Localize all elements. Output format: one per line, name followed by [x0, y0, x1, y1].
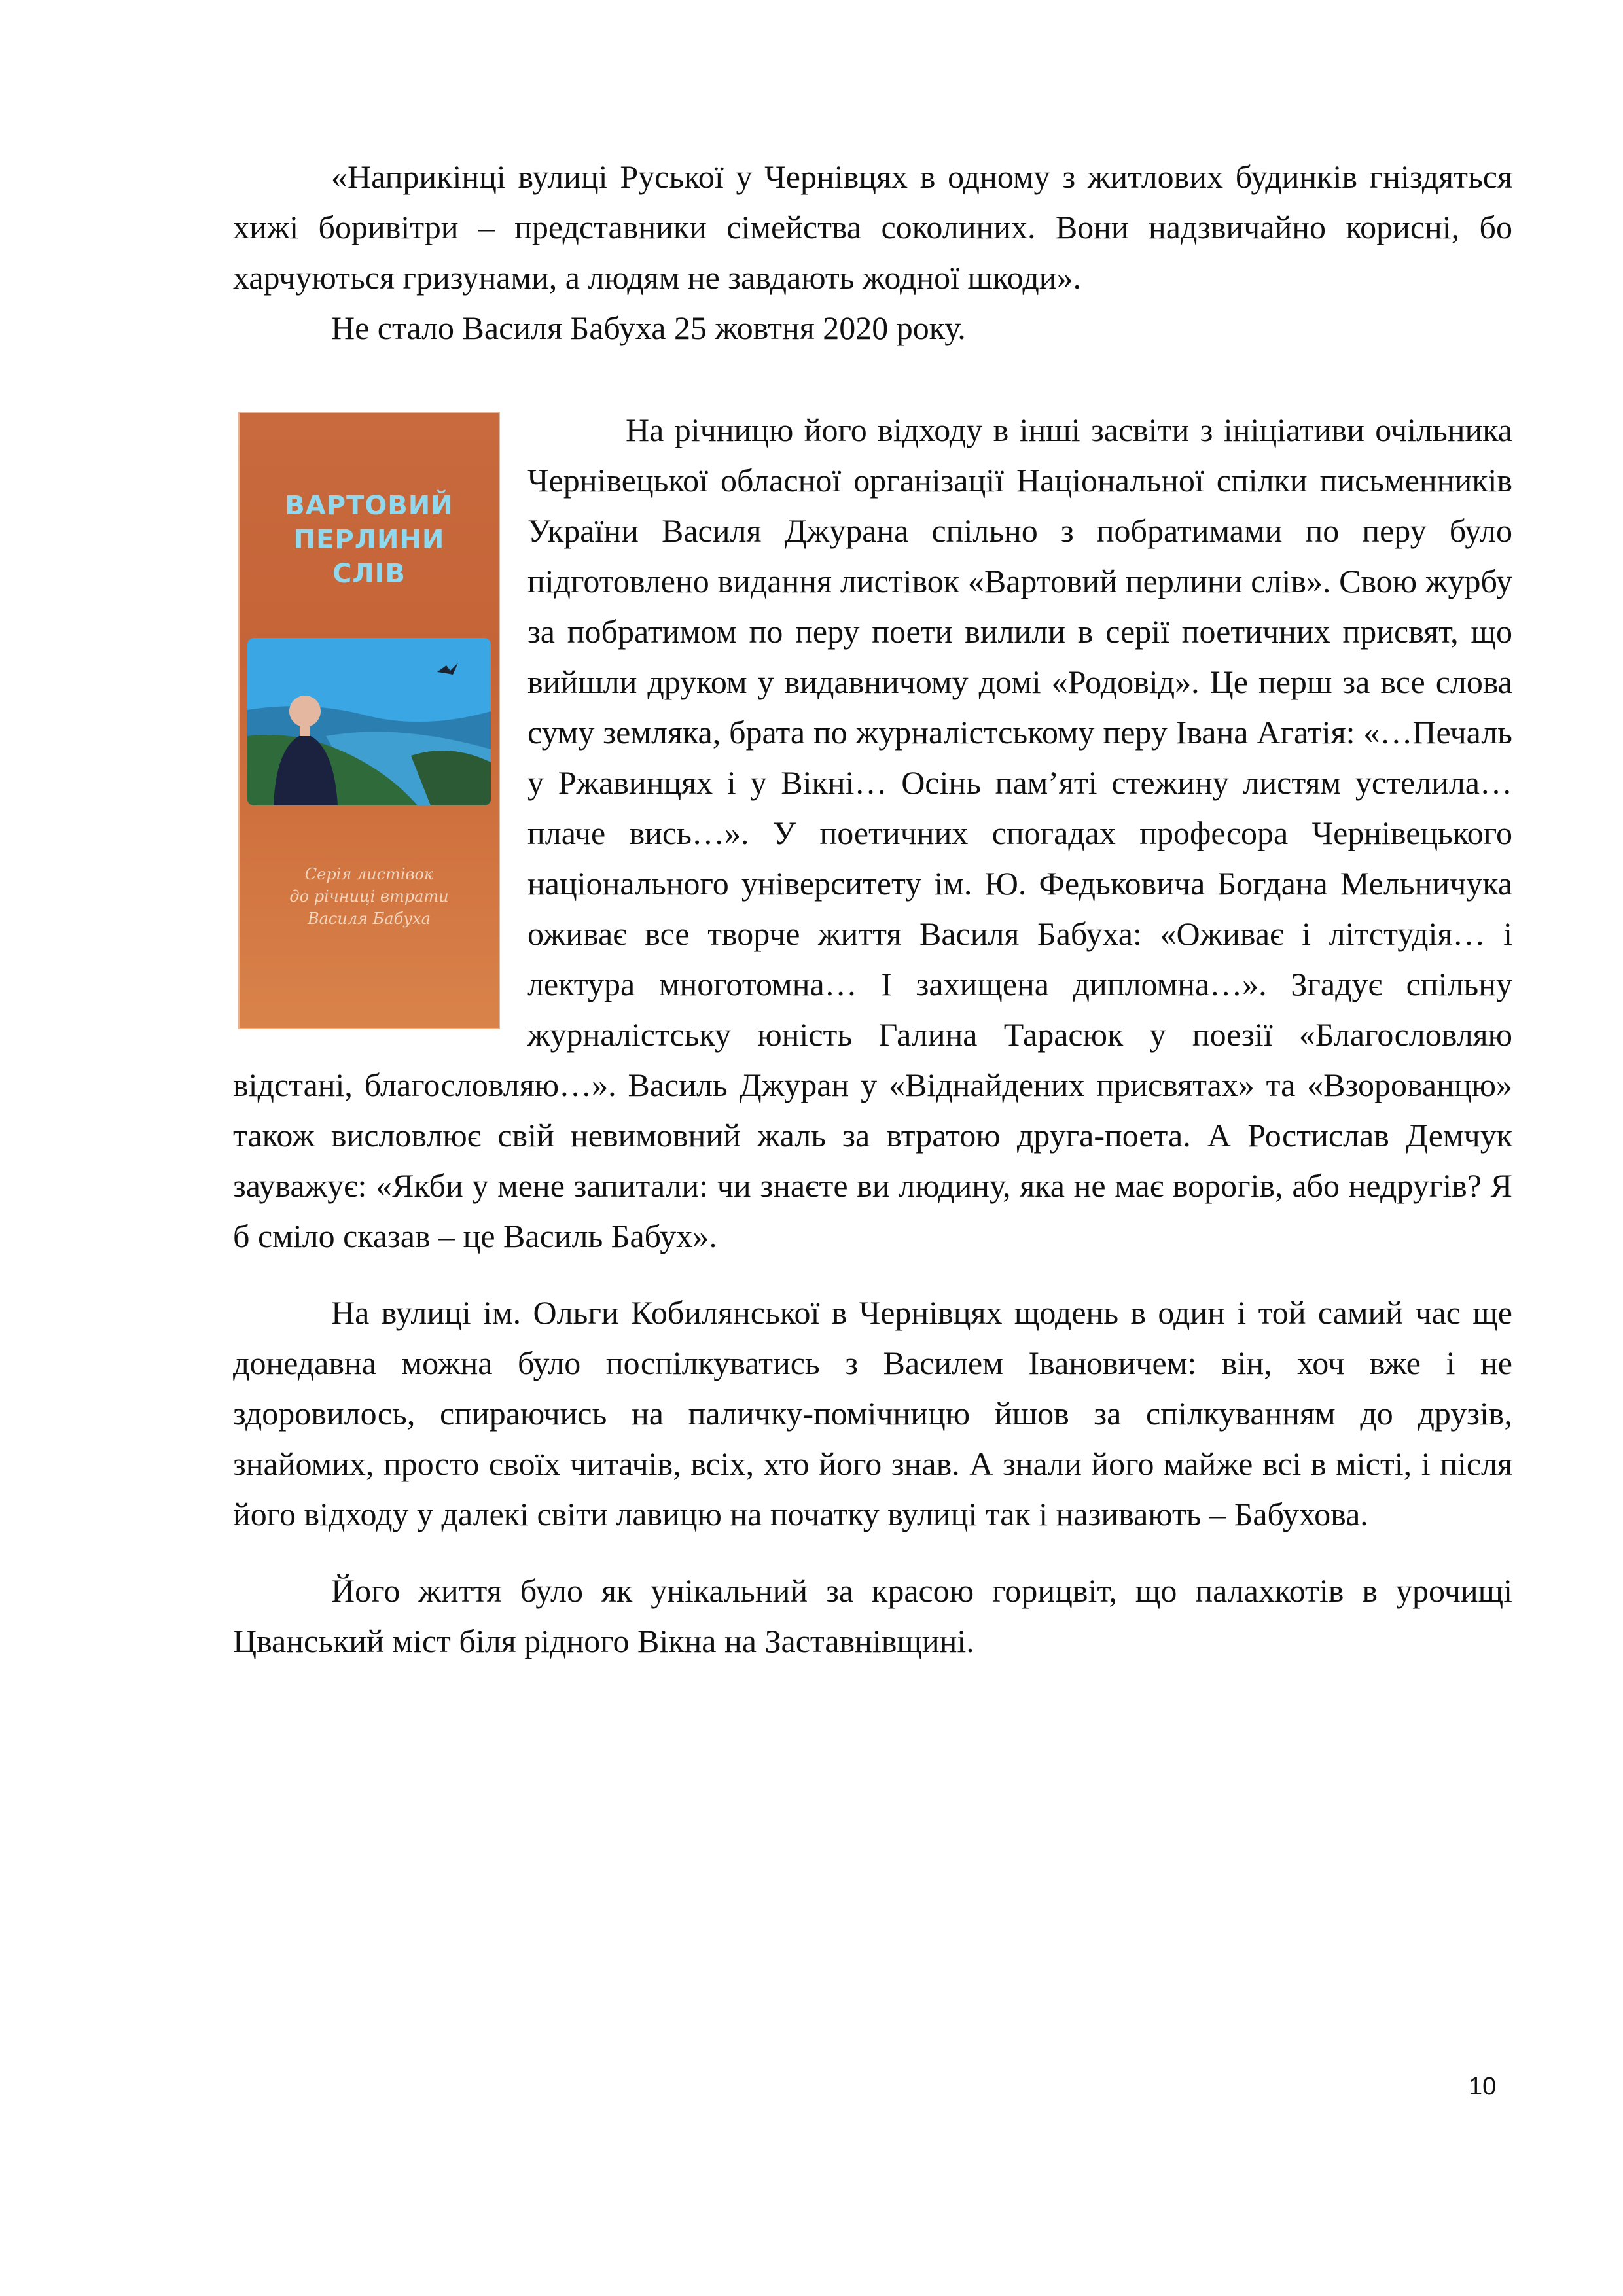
- text-block-main: [233, 405, 1512, 1667]
- paragraph-kobylianska-street: На вулиці ім. Ольги Кобилянської в Чернівцях щодень в один і той самий час ще донедавна можна було поспілкуватись з Василем Івановичем: він, хоч вже і не здоровилось, спираючись на паличку-помічницю йшов за спілкуванням до друзів, знайомих, просто своїх читачів, всіх, хто його знав. А знали його майже всі в місті, і після його відходу у далекі світи лавицю на початку вулиці так і називають – Бабухова.: [233, 1294, 1512, 1532]
- paragraph-horytsvit: Його життя було як унікальний за красою горицвіт, що палахкотів в урочищі Цванський міст біля рідного Вікна на Заставнівщині.: [233, 1572, 1512, 1659]
- text-block-top: [233, 152, 1512, 353]
- paragraph-kestrels: «Наприкінці вулиці Руської у Чернівцях в одному з житлових будинків гніздяться хижі боривітри – представники сімейства соколиних. Вони надзвичайно корисні, бо харчуються гризунами, а людям не завдають жодної шкоди».: [233, 158, 1512, 296]
- paragraph-anniversary: На річницю його відходу в інші засвіти з ініціативи очільника Чернівецької обласної організації Національної спілки письменників України Василя Джурана спільно з побратимами по перу було підготовлено видання листівок «Вартовий перлини слів». Свою журбу за побратимом по перу поети вилили в серії поетичних присвят, що вийшли друком у видавничому домі «Родовід». Це перш за все слова суму земляка, брата по журналістському перу Івана Агатія: «…Печаль у Ржавинцях і у Вікні… Осінь пам’яті стежину листям устелила… плаче вись…». У поетичних спогадах професора Чернівецького національного університету ім. Ю. Федьковича Богдана Мельничука оживає все творче життя Василя Бабуха: «Оживає і літстудія… і лектура многотомна… І захищена дипломна…». Згадує спільну журналістську юність Галина Тарасюк у поезії «Благословляю відстані, благословляю…». Василь Джуран у «Віднайдених присвятах» та «Взорованцю» також висловлює свій невимовний жаль за втратою друга-поета. А Ростислав Демчук зауважує: «Якби у мене запитали: чи знаєте ви людину, яка не має ворогів, або недругів? Я б сміло сказав – це Василь Бабух».: [233, 412, 1512, 1254]
- book-cover-title: ВАРТОВИЙ ПЕРЛИНИ СЛІВ: [285, 491, 454, 589]
- book-cover-subtitle: Серія листівок до річниці втрати Василя Бабуха: [289, 865, 449, 928]
- page-number: 10: [1469, 2073, 1497, 2100]
- photo-landscape-icon: [247, 638, 491, 805]
- book-cover-image: [233, 412, 501, 1029]
- person-landscape-photo: [247, 638, 491, 805]
- paragraph-death-date: Не стало Василя Бабуха 25 жовтня 2020 року.: [331, 309, 966, 346]
- book-cover: [238, 412, 500, 1029]
